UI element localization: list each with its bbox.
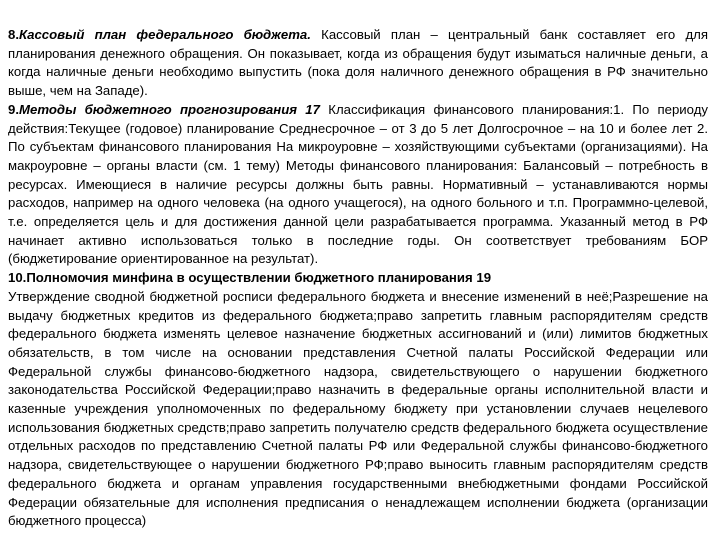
- section-9-number: 9.: [8, 101, 19, 117]
- section-10-paragraph: [8, 288, 708, 531]
- document-page: [8, 26, 708, 531]
- section-10-heading: 10.Полномочия минфина в осуществлении бюджетного планирования 19: [8, 270, 492, 286]
- section-8-paragraph: [8, 26, 708, 101]
- section-10-heading-line: [8, 269, 708, 288]
- section-8-number: 8.: [8, 27, 19, 42]
- section-9-paragraph: [8, 101, 708, 269]
- section-8-heading: Кассовый план федерального бюджета.: [19, 27, 311, 42]
- section-9-heading: Методы бюджетного прогнозирования 17: [19, 101, 320, 117]
- section-9-text: Классификация финансового планирования:1. По периоду действия:Текущее (годовое) планирование Среднесрочное – от 3 до 5 лет Долгосрочное – на 10 и более лет 2. По субъектам финансового планирования На микроуровне – хозяйствующими субъектами (организациями). На макроуровне – органы власти (см. 1 тему) Методы финансового планирования: Балансовый – потребность в ресурсах. Имеющиеся в наличие ресурсы должны быть равны. Нормативный – устанавливаются нормы расходов, например на одного человека (на одного учащегося), на одного больного и т.п. Программно-целевой, т.е. определяется цель и для достижения данной цели разрабатывается программа. Указанный метод в РФ начинает активно использоваться только в последние годы. Он соответствует требованиям БОР (бюджетирование ориентированное на результат).: [8, 101, 708, 267]
- section-10-text: Утверждение сводной бюджетной росписи федерального бюджета и внесение изменений в неё;Разрешение на выдачу бюджетных кредитов из федерального бюджета;право запретить главным распорядителям средств федерального бюджета изменять целевое назначение бюджетных ассигнований и (или) лимитов бюджетных обязательств, в том числе на основании представления Счетной палаты Российской Федерации или Федеральной службы финансово-бюджетного надзора, свидетельствующего о нарушении бюджетного законодательства Российской Федерации;право назначить в федеральные органы исполнительной власти и казенные учреждения уполномоченных по федеральному бюджету при установлении случаев нецелевого использования бюджетных средств;право запретить получателю средств федерального бюджета осуществление отдельных расходов по представлению Счетной палаты РФ или Федеральной службы финансово-бюджетного надзора, свидетельствующее о нарушении бюджетного РФ;право выносить главным распорядителям средств федерального бюджета и органам управления государственными внебюджетными фондами Российской Федерации обязательные для исполнения предписания о ненадлежащем исполнении бюджета (организации бюджетного процесса): [8, 288, 708, 529]
- section-8-text: Кассовый план – центральный банк составляет его для планирования денежного обращения. Он показывает, когда из обращения будут изыматься наличные деньги, а когда наличные деньги необходимо выпустить (пока доля наличного денежного обращения в РФ значительно выше, чем на Западе).: [8, 27, 708, 99]
